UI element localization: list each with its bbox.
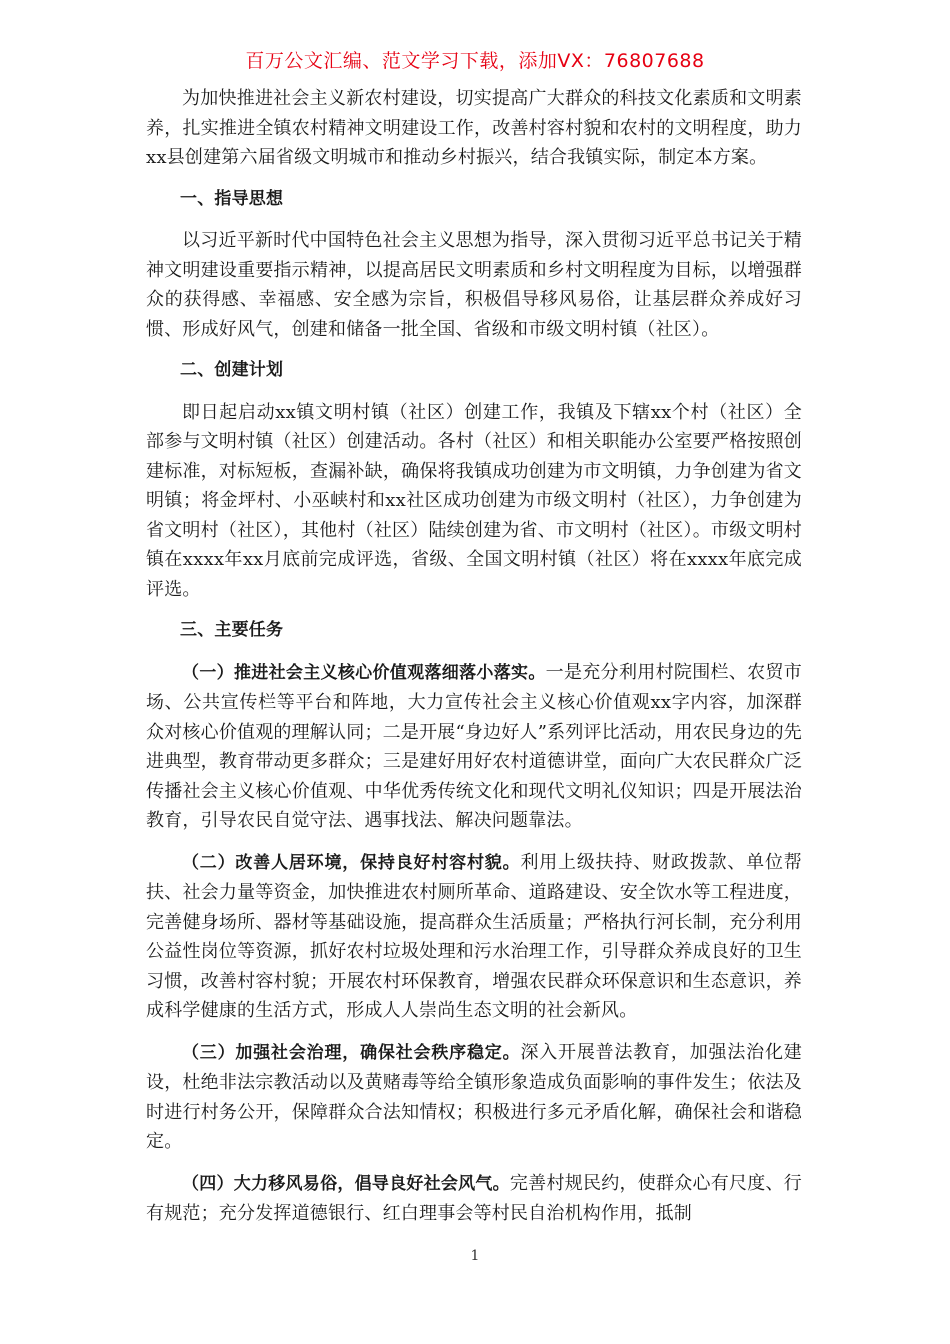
page-number: 1: [470, 1248, 480, 1264]
intro-paragraph: 为加快推进社会主义新农村建设，切实提高广大群众的科技文化素质和文明素养，扎实推进全镇农村精神文明建设工作，改善村容村貌和农村的文明程度，助力xx县创建第六届省级文明城市和推动乡村振兴，结合我镇实际，制定本方案。: [146, 88, 802, 168]
task-lead-1: （一）推进社会主义核心价值观落细落小落实。: [182, 662, 546, 683]
section-heading-main-tasks: 三、主要任务: [180, 620, 284, 640]
section-heading-guiding-thought: 一、指导思想: [180, 188, 284, 209]
task-paragraph-4: [146, 1169, 802, 1229]
task-lead-4: （四）大力移风易俗，倡导良好社会风气。: [182, 1173, 510, 1194]
task-paragraph-1: [146, 658, 802, 836]
task-paragraph-3: [146, 1038, 802, 1157]
task-text-2: 利用上级扶持、财政拨款、单位帮扶、社会力量等资金，加快推进农村厕所革命、道路建设、安全饮水等工程进度，完善健身场所、器材等基础设施，提高群众生活质量；严格执行河长制，充分利用公益性岗位等资源，抓好农村垃圾处理和污水治理工作，引导群众养成良好的卫生习惯，改善村容村貌；开展农村环保教育，增强农民群众环保意识和生态意识，养成科学健康的生活方式，形成人人崇尚生态文明的社会新风。: [146, 851, 803, 1021]
document-body: [146, 84, 802, 1229]
section-paragraph-creation-plan: 即日起启动xx镇文明村镇（社区）创建工作，我镇及下辖xx个村（社区）全部参与文明村镇（社区）创建活动。各村（社区）和相关职能办公室要严格按照创建标准，对标短板，查漏补缺，确保将我镇成功创建为市文明镇，力争创建为省文明镇；将金坪村、小巫峡村和xx社区成功创建为市级文明村（社区），力争创建为省文明村（社区），其他村（社区）陆续创建为省、市文明村（社区）。市级文明村镇在xxxx年xx月底前完成评选，省级、全国文明村镇（社区）将在xxxx年底完成评选。: [146, 401, 802, 600]
watermark-header: 百万公文汇编、范文学习下载，添加VX：76807688: [245, 50, 705, 72]
task-lead-3: （三）加强社会治理，确保社会秩序稳定。: [182, 1042, 521, 1063]
task-text-4: 完善村规民约，使群众心有尺度、行有规范；充分发挥道德银行、红白理事会等村民自治机构作用，抵制: [146, 1172, 802, 1224]
task-lead-2: （二）改善人居环境，保持良好村容村貌。: [182, 852, 521, 873]
section-heading-creation-plan: 二、创建计划: [180, 360, 284, 380]
task-paragraph-2: [146, 848, 802, 1026]
section-paragraph-guiding-thought: 以习近平新时代中国特色社会主义思想为指导，深入贯彻习近平总书记关于精神文明建设重要指示精神，以提高居民文明素质和乡村文明程度为目标，以增强群众的获得感、幸福感、安全感为宗旨，积极倡导移风易俗，让基层群众养成好习惯、形成好风气，创建和储备一批全国、省级和市级文明村镇（社区）。: [146, 230, 802, 340]
task-text-3: 深入开展普法教育，加强法治化建设，杜绝非法宗教活动以及黄赌毒等给全镇形象造成负面影响的事件发生；依法及时进行村务公开，保障群众合法知情权；积极进行多元矛盾化解，确保社会和谐稳定。: [146, 1041, 803, 1152]
task-text-1: 一是充分利用村院围栏、农贸市场、公共宣传栏等平台和阵地，大力宣传社会主义核心价值观xx字内容，加深群众对核心价值观的理解认同；二是开展“身边好人”系列评比活动，用农民身边的先进典型，教育带动更多群众；三是建好用好农村道德讲堂，面向广大农民群众广泛传播社会主义核心价值观、中华优秀传统文化和现代文明礼仪知识；四是开展法治教育，引导农民自觉守法、遇事找法、解决问题靠法。: [146, 661, 802, 831]
